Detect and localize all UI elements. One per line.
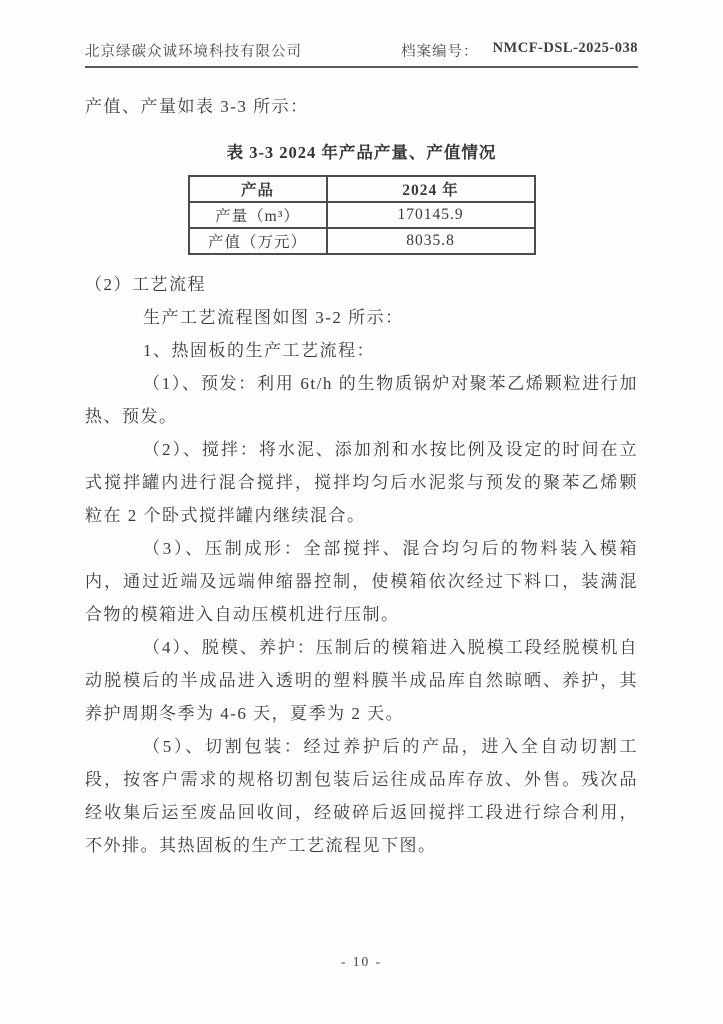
table-caption: 表 3-3 2024 年产品产量、产值情况	[226, 143, 497, 162]
archive-number-value: NMCF-DSL-2025-038	[492, 40, 638, 56]
paragraph-process-title: 1、热固板的生产工艺流程：	[143, 341, 375, 360]
archive-number-label: 档案编号：	[401, 44, 479, 60]
row-label: 产值（万元）	[189, 228, 327, 254]
row-value: 8035.8	[327, 228, 535, 254]
page-content	[85, 0, 638, 862]
page-footer	[0, 954, 723, 970]
paragraph-step-1: （1）、预发：利用 6t/h 的生物质锅炉对聚苯乙烯颗粒进行加热、预发。	[85, 374, 638, 426]
paragraph-step-3: （3）、压制成形：全部搅拌、混合均匀后的物料装入模箱内，通过近端及远端伸缩器控制，使模箱依次经过下料口，装满混合物的模箱进入自动压模机进行压制。	[85, 539, 638, 624]
col-header-product: 产品	[189, 176, 327, 202]
table-row-output	[189, 202, 535, 228]
col-header-year: 2024 年	[327, 176, 535, 202]
table-row-value	[189, 228, 535, 254]
production-table	[188, 175, 536, 255]
row-value: 170145.9	[327, 202, 535, 228]
table-header-row	[189, 176, 535, 202]
body-text	[85, 268, 638, 862]
page-header	[85, 40, 638, 68]
archive-number	[401, 40, 638, 61]
intro-text: 产值、产量如表 3-3 所示：	[85, 97, 309, 116]
paragraph-step-2: （2）、搅拌：将水泥、添加剂和水按比例及设定的时间在立式搅拌罐内进行混合搅拌，搅拌均匀后水泥浆与预发的聚苯乙烯颗粒在 2 个卧式搅拌罐内继续混合。	[85, 440, 638, 525]
page-number: - 10 -	[340, 954, 383, 969]
section-heading: （2）工艺流程	[85, 275, 206, 294]
paragraph-step-4: （4）、脱模、养护：压制后的模箱进入脱模工段经脱模机自动脱模后的半成品进入透明的塑料膜半成品库自然晾晒、养护，其养护周期冬季为 4-6 天，夏季为 2 天。	[85, 638, 638, 723]
paragraph-step-5: （5）、切割包装：经过养护后的产品，进入全自动切割工段，按客户需求的规格切割包装后运往成品库存放、外售。残次品经收集后运至废品回收间，经破碎后返回搅拌工段进行综合利用，不外排。其热固板的生产工艺流程见下图。	[85, 737, 638, 855]
company-name: 北京绿碳众诚环境科技有限公司	[85, 44, 302, 60]
row-label: 产量（m³）	[189, 202, 327, 228]
paragraph-flow-intro: 生产工艺流程图如图 3-2 所示：	[143, 308, 404, 327]
